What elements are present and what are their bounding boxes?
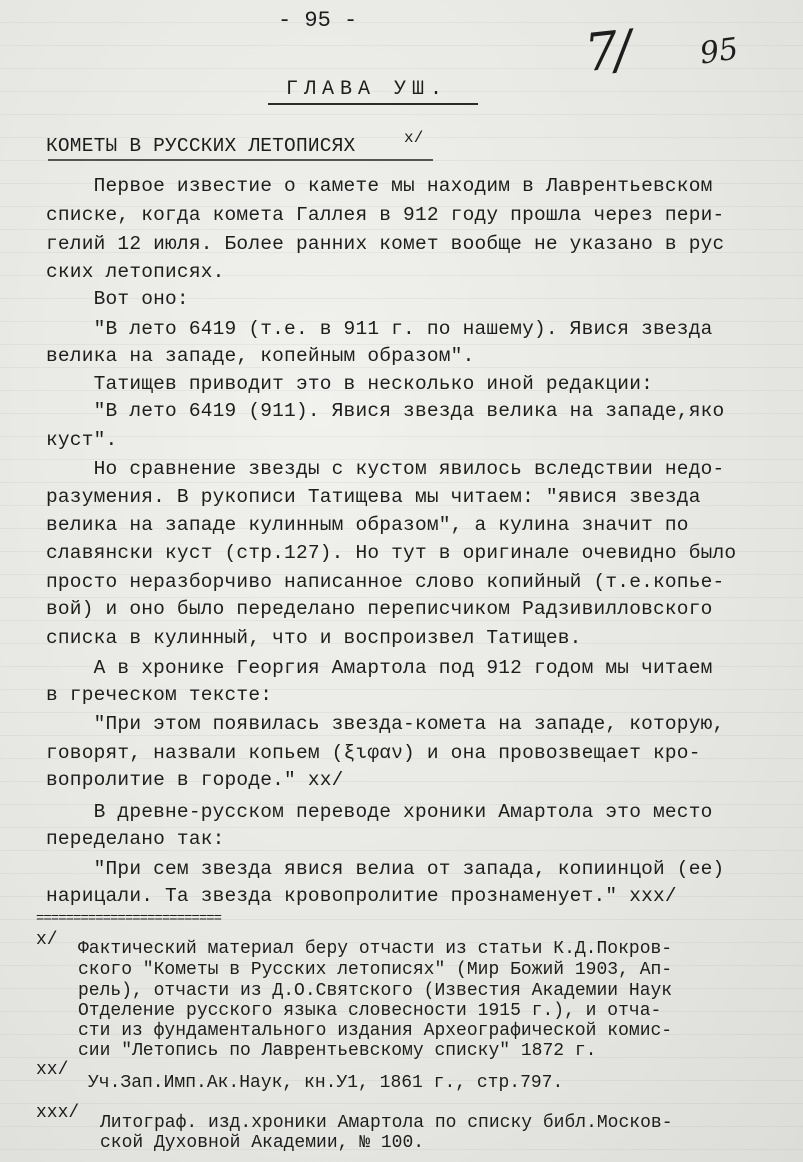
body-line: Но сравнение звезды с кустом явилось вследствии недо- (46, 458, 725, 480)
body-line: Вот оно: (46, 288, 189, 310)
body-line: куст". (46, 429, 118, 451)
body-line: славянски куст (стр.127). Но тут в оригинале очевидно было (46, 542, 737, 564)
footnote-line: сти из фундаментального издания Археографической комис- (78, 1021, 673, 1041)
page-number: - 95 - (278, 8, 358, 33)
footnote-line: рель), отчасти из Д.О.Святского (Известия Академии Наук (78, 981, 673, 1001)
title-footnote-mark: x/ (404, 129, 424, 147)
footnote-line: ского "Кометы в Русских летописях" (Мир Божий 1903, Ап- (78, 960, 673, 980)
footnote-mark: xx/ (36, 1060, 69, 1080)
handwritten-archive-number: 7/ (581, 19, 631, 85)
chapter-heading: ГЛАВА УШ. (286, 78, 449, 101)
body-line: В древне-русском переводе хроники Амартола это место (46, 801, 713, 823)
section-title: КОМЕТЫ В РУССКИХ ЛЕТОПИСЯХ (46, 135, 356, 157)
body-line: гелий 12 июля. Более ранних комет вообще не указано в рус (46, 233, 725, 255)
body-line: говорят, назвали копьем (ξιφαν) и она провозвещает кро- (46, 742, 701, 764)
body-line: Татищев приводит это в несколько иной редакции: (46, 373, 653, 395)
footnote-mark: xxx/ (36, 1103, 80, 1123)
footnote-line: Отделение русского языка словесности 1915 г.), и отча- (78, 1001, 662, 1021)
body-line: ских летописях. (46, 261, 225, 283)
body-line: Первое известие о камете мы находим в Лаврентьевском (46, 175, 713, 197)
handwritten-archive-page: 95 (697, 31, 741, 72)
body-line: велика на западе кулинным образом", а кулина значит по (46, 514, 689, 536)
footnote-separator: ========================= (36, 911, 222, 927)
footnote-line: Уч.Зап.Имп.Ак.Наук, кн.У1, 1861 г., стр.797. (88, 1073, 564, 1093)
body-line: просто неразборчиво написанное слово копийный (т.е.копье- (46, 571, 725, 593)
footnote-line: ской Духовной Академии, № 100. (100, 1133, 425, 1153)
body-line: "В лето 6419 (911). Явися звезда велика на западе,яко (46, 400, 725, 422)
chapter-underline (268, 103, 478, 105)
title-underline (48, 159, 433, 161)
body-line: вой) и оно было переделано переписчиком Радзивилловского (46, 598, 713, 620)
body-line: разумения. В рукописи Татищева мы читаем: "явися звезда (46, 486, 701, 508)
body-line: "При этом появилась звезда-комета на западе, которую, (46, 713, 725, 735)
body-line: в греческом тексте: (46, 684, 273, 706)
footnote-line: сии "Летопись по Лаврентьевскому списку" 1872 г. (78, 1041, 597, 1061)
footnote-mark: x/ (36, 930, 58, 950)
body-line: А в хронике Георгия Амартола под 912 годом мы читаем (46, 657, 713, 679)
body-line: "При сем звезда явися велиа от запада, копиинцой (ее) (46, 858, 725, 880)
body-line: нарицали. Та звезда кровопролитие прознаменует." xxx/ (46, 885, 677, 907)
body-line: велика на западе, копейным образом". (46, 345, 475, 367)
footnote-line: Фактический материал беру отчасти из статьи К.Д.Покров- (78, 939, 673, 959)
body-line: списке, когда комета Галлея в 912 году прошла через пери- (46, 204, 725, 226)
body-line: вопролитие в городе." xx/ (46, 769, 344, 791)
body-line: переделано так: (46, 828, 225, 850)
body-line: "В лето 6419 (т.е. в 911 г. по нашему). Явися звезда (46, 318, 713, 340)
footnote-line: Литограф. изд.хроники Амартола по списку библ.Москов- (100, 1113, 673, 1133)
body-line: списка в кулинный, что и воспроизвел Татищев. (46, 627, 582, 649)
